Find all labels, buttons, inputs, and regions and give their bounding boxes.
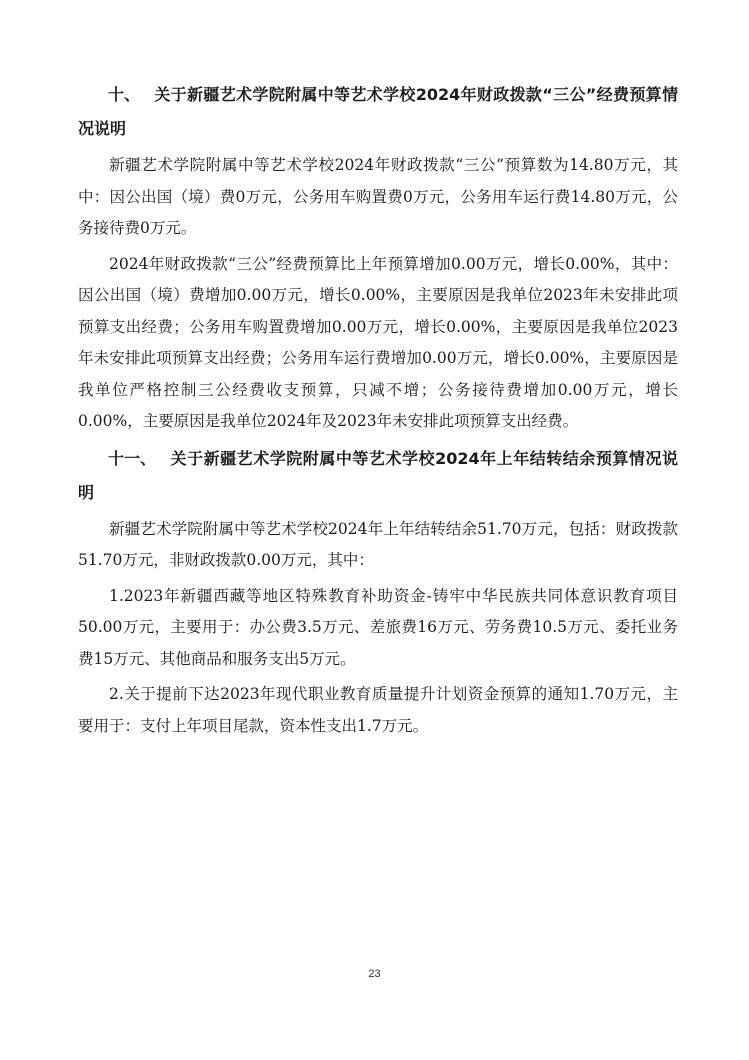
section-11-paragraph-2: 1.2023年新疆西藏等地区特殊教育补助资金-铸牢中华民族共同体意识教育项目50.00万元，主要用于：办公费3.5万元、差旅费16万元、劳务费10.5万元、委托业务费15万元、其他商品和服务支出5万元。 — [78, 586, 678, 668]
section-11-title: 关于新疆艺术学院附属中等艺术学校2024年上年结转结余预算情况说明 — [78, 448, 678, 502]
section-10-heading — [78, 78, 678, 146]
section-11-paragraph-1: 新疆艺术学院附属中等艺术学校2024年上年结转结余51.70万元，包括：财政拨款51.70万元，非财政拨款0.00万元，其中： — [78, 519, 678, 569]
section-10-title: 关于新疆艺术学院附属中等艺术学校2024年财政拨款“三公”经费预算情况说明 — [78, 85, 678, 138]
page-content — [78, 78, 678, 746]
section-11-heading — [78, 442, 678, 510]
section-10-paragraph-2: 2024年财政拨款“三公”经费预算比上年预算增加0.00万元，增长0.00%，其中：因公出国（境）费增加0.00万元，增长0.00%，主要原因是我单位2023年未安排此项预算支出经费；公务用车购置费增加0.00万元，增长0.00%，主要原因是我单位2023年未安排此项预算支出经费；公务用车运行费增加0.00万元，增长0.00%，主要原因是我单位严格控制三公经费收支预算，只减不增；公务接待费增加0.00万元，增长0.00%，主要原因是我单位2024年及2023年未安排此项预算支出经费。 — [78, 254, 678, 430]
page-number: 23 — [368, 968, 381, 980]
section-10-paragraph-1: 新疆艺术学院附属中等艺术学校2024年财政拨款“三公”预算数为14.80万元，其中：因公出国（境）费0万元，公务用车购置费0万元，公务用车运行费14.80万元，公务接待费0万元。 — [78, 156, 678, 237]
section-11-number: 十一、 — [108, 448, 157, 468]
section-10-number: 十、 — [108, 85, 141, 104]
section-11-paragraph-3: 2.关于提前下达2023年现代职业教育质量提升计划资金预算的通知1.70万元，主要用于：支付上年项目尾款，资本性支出1.7万元。 — [78, 685, 678, 735]
